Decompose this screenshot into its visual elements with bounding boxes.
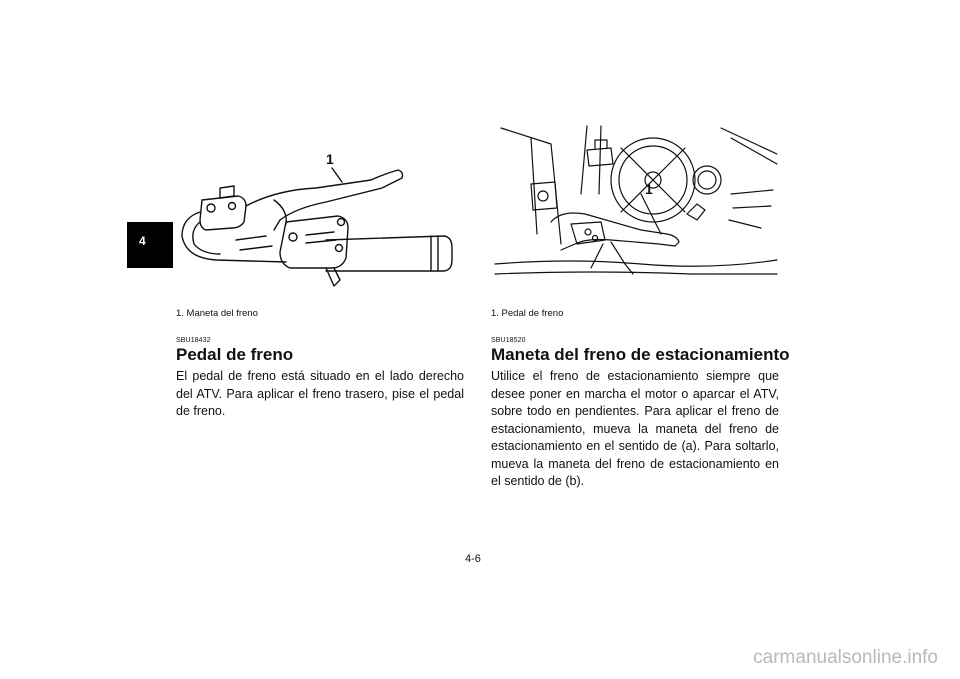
site-watermark: carmanualsonline.info	[753, 647, 938, 668]
brake-lever-illustration	[176, 140, 466, 290]
right-figure-callout: 1	[645, 181, 653, 197]
page-number: 4-6	[465, 553, 481, 565]
left-section-heading: Pedal de freno	[176, 345, 294, 364]
left-figure-callout: 1	[326, 151, 334, 167]
chapter-tab	[127, 222, 173, 268]
right-section-code: SBU18520	[491, 337, 526, 344]
left-section-code: SBU18432	[176, 337, 211, 344]
right-section-heading: Maneta del freno de estacionamiento	[491, 345, 790, 364]
left-figure-caption: 1. Maneta del freno	[176, 308, 258, 319]
chapter-tab-number: 4	[139, 234, 146, 248]
right-figure-caption: 1. Pedal de freno	[491, 308, 564, 319]
left-section-body: El pedal de freno está situado en el lado derecho del ATV. Para aplicar el freno trasero, pise el pedal de freno.	[176, 369, 464, 418]
right-section-body: Utilice el freno de estacionamiento siempre que desee poner en marcha el motor o aparcar el ATV, sobre todo en pendientes. Para aplicar el freno de estacionamiento, mueva la maneta del freno de estacionamiento en el sentido de (a). Para soltarlo, mueva la maneta del freno de estacionamiento en el sentido de (b).	[491, 369, 779, 488]
brake-pedal-illustration	[491, 124, 781, 284]
